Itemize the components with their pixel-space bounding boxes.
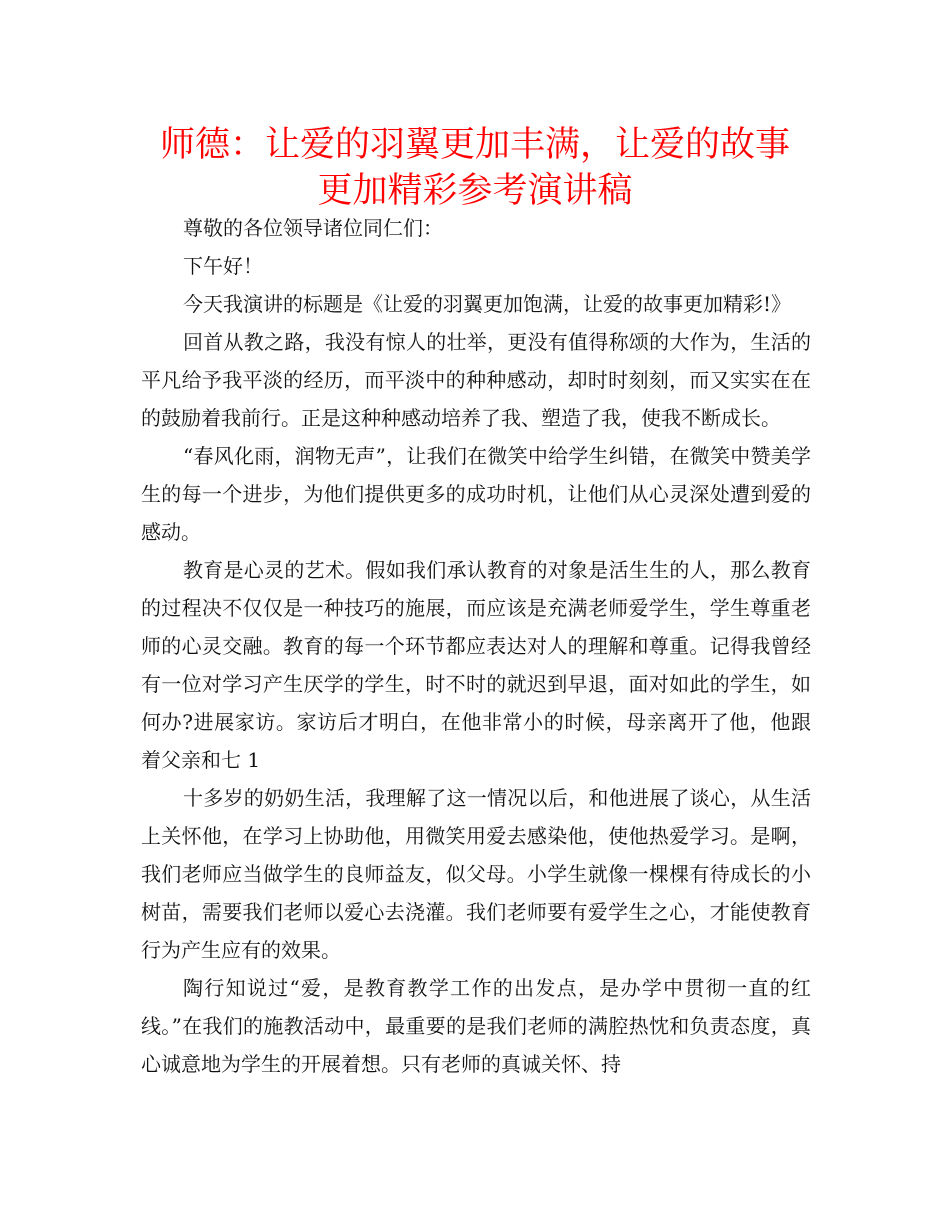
title-line-2: 更加精彩参考演讲稿	[317, 171, 633, 211]
body-paragraph: “春风化雨，润物无声”，让我们在微笑中给学生纠错，在微笑中赞美学生的每一个进步，为他们提供更多的成功时机，让他们从心灵深处遭到爱的感动。	[141, 444, 811, 544]
speech-body	[141, 209, 811, 1083]
document-title	[120, 122, 830, 214]
title-line-1: 师德：让爱的羽翼更加丰满，让爱的故事	[159, 125, 790, 165]
body-paragraph: 十多岁的奶奶生活，我理解了这一情况以后，和他进展了谈心，从生活上关怀他，在学习上协助他，用微笑用爱去感染他，使他热爱学习。是啊，我们老师应当做学生的良师益友，似父母。小学生就像一棵棵有待成长的小树苗，需要我们老师以爱心去浇灌。我们老师要有爱学生之心，才能使教育行为产生应有的效果。	[141, 786, 811, 962]
body-paragraph: 回首从教之路，我没有惊人的壮举，更没有值得称颂的大作为，生活的平凡给予我平淡的经历，而平淡中的种种感动，却时时刻刻，而又实实在在的鼓励着我前行。正是这种种感动培养了我、塑造了我，使我不断成长。	[141, 330, 811, 430]
body-paragraph: 陶行知说过“爱，是教育教学工作的出发点，是办学中贯彻一直的红线。”在我们的施教活动中，最重要的是我们老师的满腔热忱和负责态度，真心诚意地为学生的开展着想。只有老师的真诚关怀、持	[141, 976, 811, 1076]
body-paragraph: 教育是心灵的艺术。假如我们承认教育的对象是活生生的人，那么教育的过程决不仅仅是一种技巧的施展，而应该是充满老师爱学生，学生尊重老师的心灵交融。教育的每一个环节都应表达对人的理解和尊重。记得我曾经有一位对学习产生厌学的学生，时不时的就迟到早退，面对如此的学生，如何办?进展家访。家访后才明白，在他非常小的时候，母亲离开了他，他跟着父亲和七 1	[141, 558, 811, 772]
greeting-paragraph: 尊敬的各位领导诸位同仁们：	[183, 216, 443, 240]
salutation-paragraph: 下午好！	[183, 254, 263, 278]
topic-paragraph: 今天我演讲的标题是《让爱的羽翼更加饱满，让爱的故事更加精彩!》	[183, 292, 792, 316]
